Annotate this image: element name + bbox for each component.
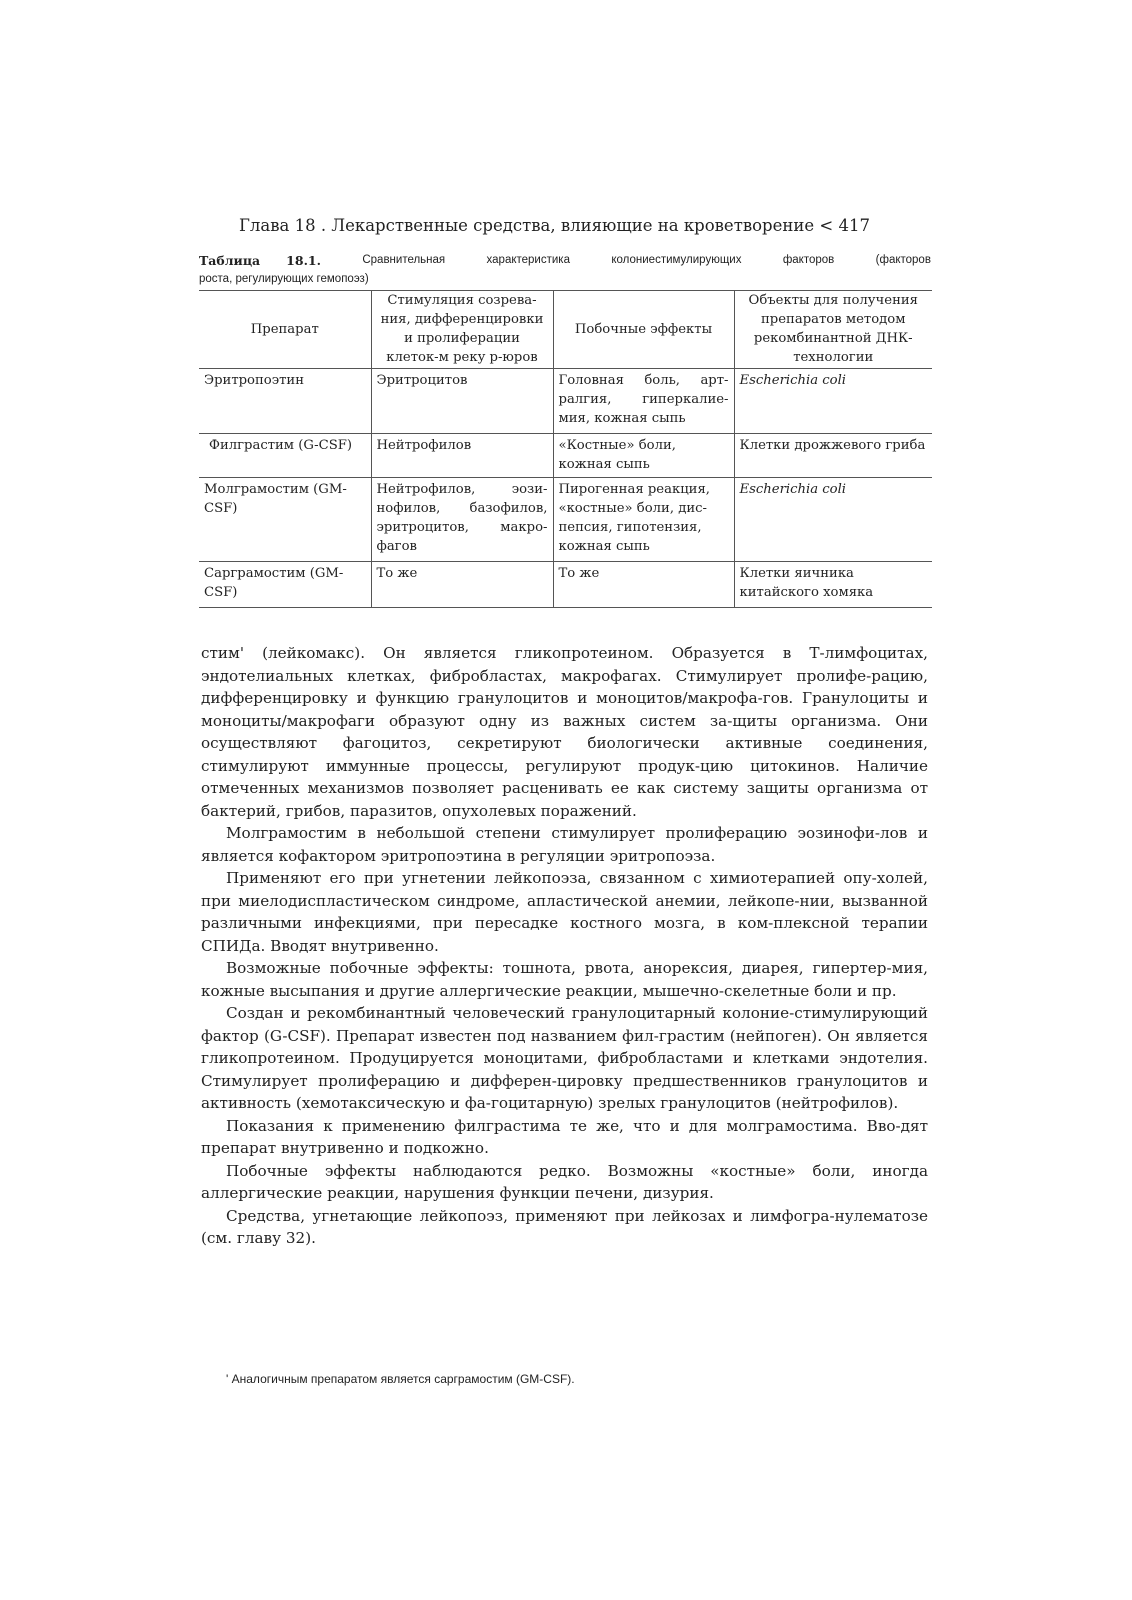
paragraph: Показания к применению филграстима те же, что и для молграмостима. Вво-дят препарат внутривенно и подкожно. [201,1116,928,1157]
table-caption-line-2: роста, регулирующих гемопоэз) [199,273,369,285]
table-label: Таблица 18.1. [199,253,321,268]
table-cell: Сарграмостим (GM-CSF) [199,562,371,608]
table-cell: Escherichia coli [734,369,932,434]
paragraph: Возможные побочные эффекты: тошнота, рвота, анорексия, диарея, гипертер-мия, кожные высыпания и другие аллергические реакции, мышечно-скелетные боли и пр. [201,959,928,1000]
table-row [199,434,932,478]
comparison-table [199,290,932,608]
caption-word: Сравнительная [362,254,446,266]
table-cell: Головная боль, арт-ралгия, гиперкалие-мия, кожная сыпь [553,369,734,434]
caption-word: (факторов [875,254,931,266]
column-header-drug: Препарат [199,291,371,369]
table-header-row [199,291,932,369]
body-text [201,642,928,1250]
table-cell: Молграмостим (GM-CSF) [199,478,371,562]
table-row [199,478,932,562]
table-cell: Клетки дрожжевого гриба [734,434,932,478]
paragraph: Создан и рекомбинантный человеческий гранулоцитарный колоние-стимулирующий фактор (G-CSF). Препарат известен под названием фил-грастим (нейпоген). Он является гликопротеином. Продуцируется моноцитами, фибробластами и клетками эндотелия. Стимулирует пролиферацию и дифферен-цировку предшественников гранулоцитов и активность (хемотаксическую и фа-гоцитарную) зрелых гранулоцитов (нейтрофилов). [201,1004,928,1112]
column-header-stimulation: Стимуляция созрева-ния, дифференцировки и пролиферации клеток-м реку р-юров [371,291,553,369]
table-cell: «Костные» боли, кожная сыпь [553,434,734,478]
table-cell: Эритроцитов [371,369,553,434]
paragraph: Молграмостим в небольшой степени стимулирует пролиферацию эозинофи-лов и является кофактором эритропоэтина в регуляции эритропоэза. [201,824,928,865]
table-cell: Escherichia coli [734,478,932,562]
table-cell: Нейтрофилов [371,434,553,478]
paragraph: стим' (лейкомакс). Он является гликопротеином. Образуется в Т-лимфоцитах, эндотелиальных клетках, фибробластах, макрофагах. Стимулирует пролифе-рацию, дифференцировку и функцию гранулоцитов и моноцитов/макрофа-гов. Гранулоциты и моноциты/макрофаги образуют одну из важных систем за-щиты организма. Они осуществляют фагоцитоз, секретируют биологически активные соединения, стимулируют иммунные процессы, регулируют продук-цию цитокинов. Наличие отмеченных механизмов позволяет расценивать ее как систему защиты организма от бактерий, грибов, паразитов, опухолевых поражений. [201,644,928,820]
table-row [199,369,932,434]
paragraph: Применяют его при угнетении лейкопоэза, связанном с химиотерапией опу-холей, при миелодиспластическом синдроме, апластической анемии, лейкопе-нии, вызванной различными инфекциями, при пересадке костного мозга, в ком-плексной терапии СПИДа. Вводят внутривенно. [201,869,928,955]
table-caption-line-1 [199,252,931,271]
table-cell: Эритропоэтин [199,369,371,434]
table-row [199,562,932,608]
table-cell: То же [553,562,734,608]
table-cell: Клетки яичника китайского хомяка [734,562,932,608]
column-header-side-effects: Побочные эффекты [553,291,734,369]
caption-word: факторов [782,254,835,266]
table-cell: Филграстим (G-CSF) [199,434,371,478]
table-cell: Нейтрофилов, эози-нофилов, базофилов, эритроцитов, макро-фагов [371,478,553,562]
paragraph: Средства, угнетающие лейкопоэз, применяют при лейкозах и лимфогра-нулематозе (см. главу 32). [201,1206,928,1247]
page-header: Глава 18 . Лекарственные средства, влияющие на кроветворение < 417 [239,216,870,235]
column-header-production-objects: Объекты для получения препаратов методом рекомбинантной ДНК-технологии [734,291,932,369]
footnote: ' Аналогичным препаратом является сарграмостим (GM-CSF). [226,1372,575,1386]
table-cell: Пирогенная реакция, «костные» боли, дис-пепсия, гипотензия, кожная сыпь [553,478,734,562]
table-caption [199,252,931,288]
table-cell: То же [371,562,553,608]
caption-word: колониестимулирующих [611,254,742,266]
caption-word: характеристика [486,254,570,266]
paragraph: Побочные эффекты наблюдаются редко. Возможны «костные» боли, иногда аллергические реакции, нарушения функции печени, дизурия. [201,1161,928,1202]
